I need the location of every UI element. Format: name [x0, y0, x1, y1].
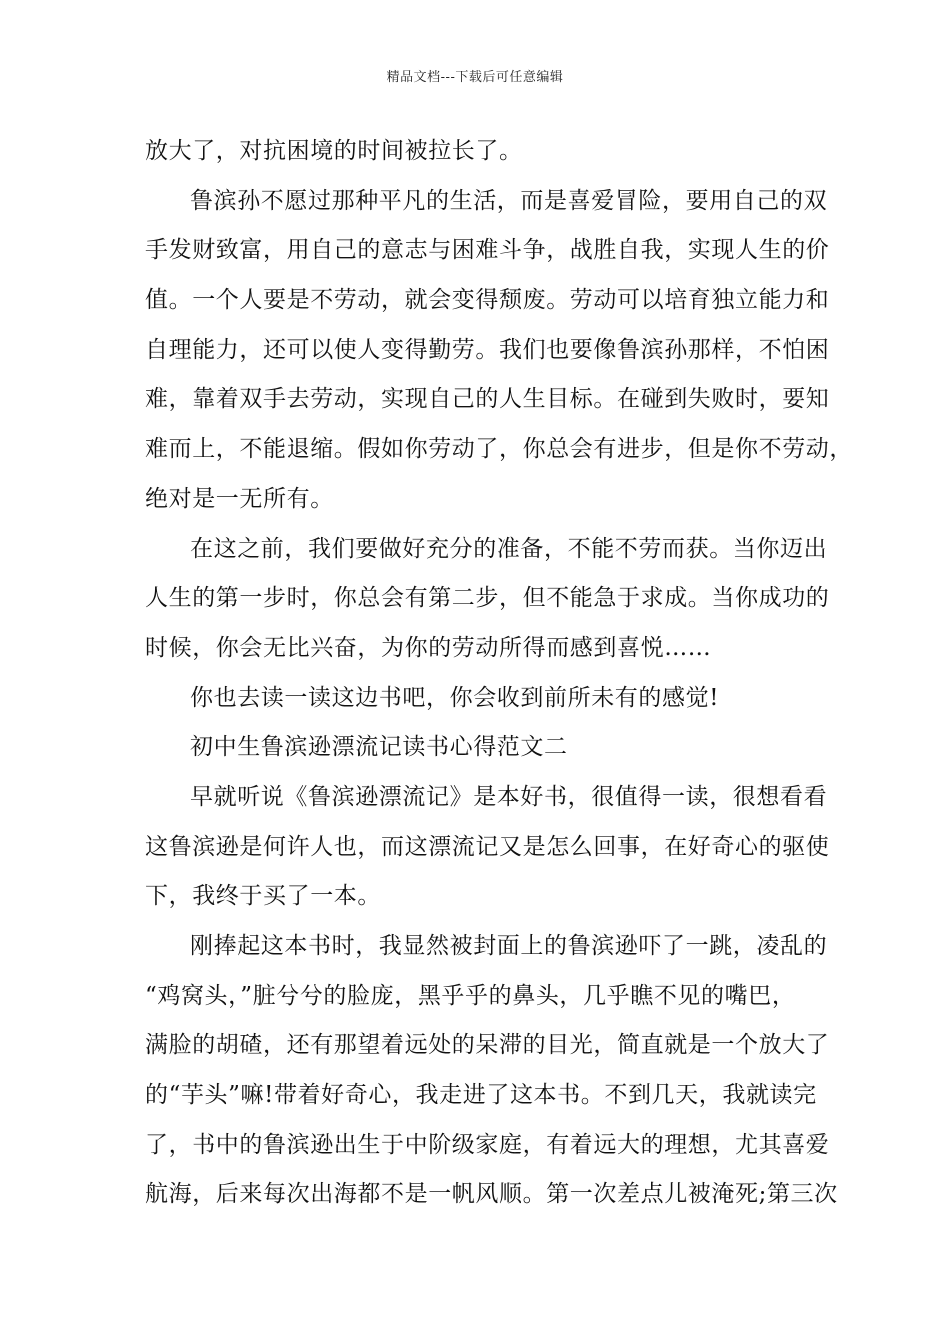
page-header: 精品文档---下载后可任意编辑	[386, 70, 564, 85]
text-line: 在这之前，我们要做好充分的准备，不能不劳而获。当你迈出	[190, 535, 828, 562]
text-line: 满脸的胡碴，还有那望着远处的呆滞的目光，简直就是一个放大了	[145, 1032, 830, 1059]
text-line: 鲁滨孙不愿过那种平凡的生活，而是喜爱冒险，要用自己的双	[190, 187, 828, 214]
text-line: 值。一个人要是不劳动，就会变得颓废。劳动可以培育独立能力和	[145, 287, 830, 314]
text-line: 手发财致富，用自己的意志与困难斗争，战胜自我，实现人生的价	[145, 237, 830, 264]
text-line: “鸡窝头，”脏兮兮的脸庞，黑乎乎的鼻头，几乎瞧不见的嘴巴，	[145, 982, 796, 1009]
text-line: 这鲁滨逊是何许人也，而这漂流记又是怎么回事，在好奇心的驱使	[145, 833, 830, 860]
text-line: 下，我终于买了一本。	[145, 883, 381, 910]
text-line: 自理能力，还可以使人变得勤劳。我们也要像鲁滨孙那样，不怕困	[145, 336, 830, 363]
text-line: 时候，你会无比兴奋，为你的劳动所得而感到喜悦……	[145, 634, 712, 661]
text-line: 刚捧起这本书时，我显然被封面上的鲁滨逊吓了一跳，凌乱的	[190, 933, 828, 959]
text-line: 人生的第一步时，你总会有第二步，但不能急于求成。当你成功的	[145, 585, 830, 612]
text-line: 你也去读一读这边书吧，你会收到前所未有的感觉!	[190, 684, 720, 711]
text-line: 难而上，不能退缩。假如你劳动了，你总会有进步，但是你不劳动，	[145, 436, 853, 463]
text-line: 早就听说《鲁滨逊漂流记》是本好书，很值得一读，很想看看	[190, 783, 828, 810]
text-line: 绝对是一无所有。	[145, 485, 334, 512]
text-line: 的“芋头”嘛!带着好奇心，我走进了这本书。不到几天，我就读完	[145, 1082, 817, 1109]
text-line: 了，书中的鲁滨逊出生于中阶级家庭，有着远大的理想，尤其喜爱	[145, 1131, 830, 1158]
document-body	[145, 127, 853, 1220]
text-line: 难，靠着双手去劳动，实现自己的人生目标。在碰到失败时，要知	[145, 386, 830, 413]
text-line: 航海，后来每次出海都不是一帆风顺。第一次差点儿被淹死;第三次	[145, 1181, 838, 1208]
text-line: 初中生鲁滨逊漂流记读书心得范文二	[190, 734, 568, 761]
text-line: 放大了，对抗困境的时间被拉长了。	[145, 138, 523, 164]
